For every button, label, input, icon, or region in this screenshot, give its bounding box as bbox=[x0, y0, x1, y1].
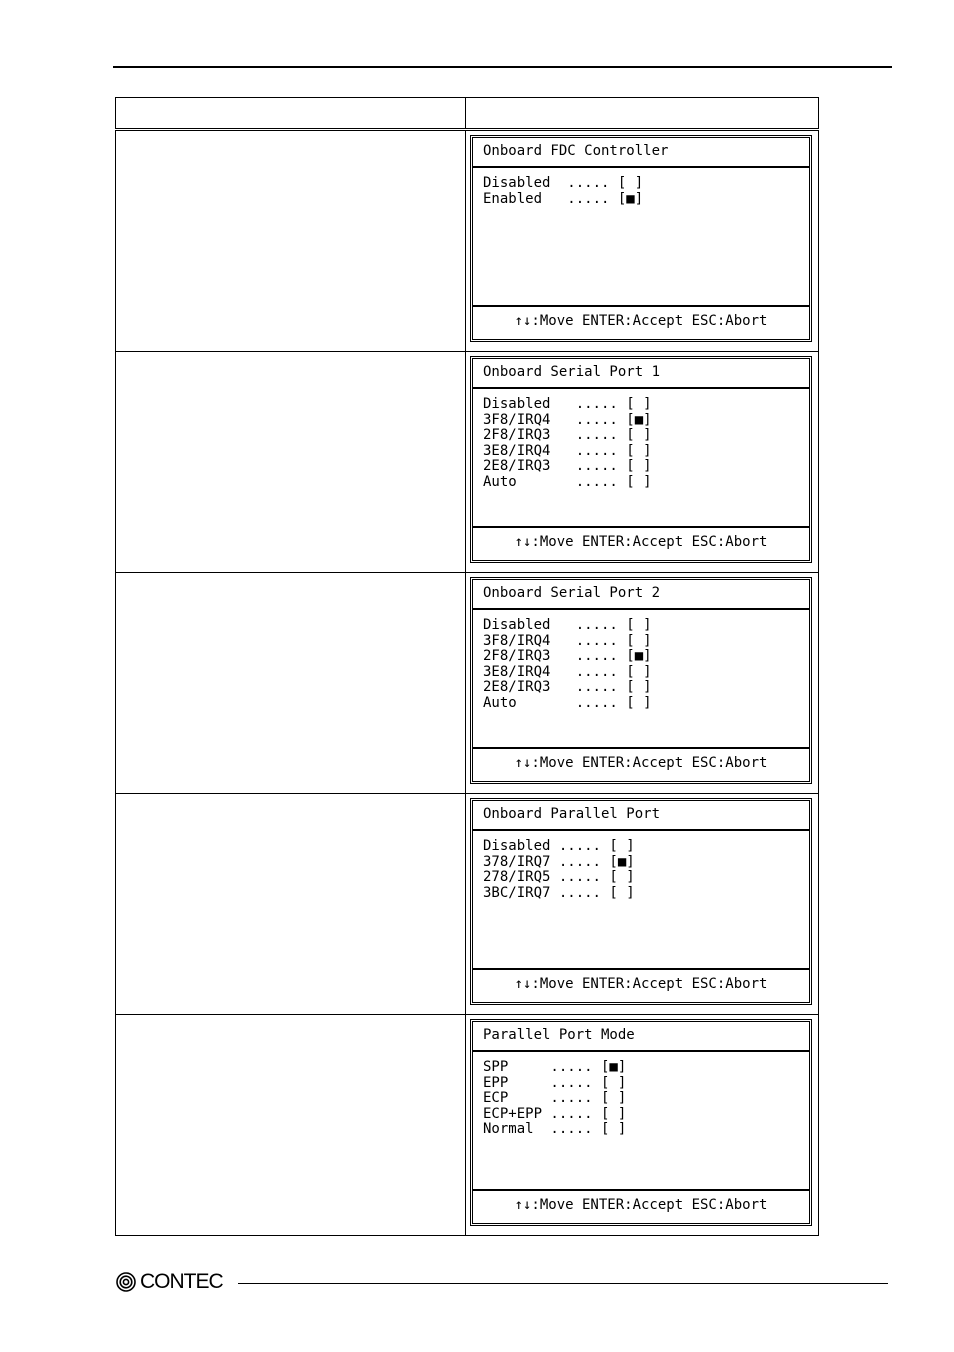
dialog-help-text: ↑↓:Move ENTER:Accept ESC:Abort bbox=[514, 1197, 768, 1213]
option-leader-dots: ..... bbox=[575, 663, 618, 680]
option-item[interactable] bbox=[483, 176, 643, 192]
dialog-help-text: ↑↓:Move ENTER:Accept ESC:Abort bbox=[514, 313, 768, 329]
option-item[interactable] bbox=[483, 839, 635, 855]
option-leader-dots: ..... bbox=[575, 694, 618, 711]
option-list bbox=[483, 1060, 626, 1138]
option-checkbox[interactable]: [ ] bbox=[626, 427, 652, 443]
option-checkbox[interactable]: [ ] bbox=[600, 1074, 627, 1091]
option-leader-dots: ..... bbox=[550, 1074, 593, 1091]
option-item[interactable] bbox=[483, 192, 643, 208]
option-label: SPP bbox=[483, 1059, 509, 1075]
table-row bbox=[116, 352, 819, 573]
option-label: Disabled bbox=[483, 175, 551, 191]
option-label: 3F8/IRQ4 bbox=[483, 411, 551, 428]
dialog-title-divider bbox=[473, 387, 809, 389]
screen-cell bbox=[466, 573, 819, 794]
option-leader-dots: ..... bbox=[558, 884, 601, 901]
bios-setup-dialog bbox=[470, 577, 812, 784]
screen-cell bbox=[466, 794, 819, 1015]
option-leader-dots: ..... bbox=[575, 442, 618, 459]
option-label: 2F8/IRQ3 bbox=[483, 648, 551, 664]
option-label: Auto bbox=[483, 473, 517, 490]
dialog-help-divider bbox=[473, 1189, 809, 1191]
table-row bbox=[116, 130, 819, 352]
option-leader-dots: ..... bbox=[558, 853, 601, 870]
description-cell bbox=[116, 573, 466, 794]
option-item[interactable] bbox=[483, 428, 652, 444]
option-leader-dots: ..... bbox=[567, 175, 610, 191]
option-item[interactable] bbox=[483, 1122, 626, 1138]
table-header-row bbox=[116, 98, 819, 130]
option-checkbox[interactable]: [ ] bbox=[626, 663, 652, 680]
option-checkbox[interactable]: [■] bbox=[609, 853, 635, 870]
option-checkbox[interactable]: [ ] bbox=[609, 884, 635, 901]
option-label: 3BC/IRQ7 bbox=[483, 884, 551, 901]
dialog-help-text: ↑↓:Move ENTER:Accept ESC:Abort bbox=[514, 755, 768, 771]
bios-setup-dialog bbox=[470, 356, 812, 563]
dialog-title-divider bbox=[473, 829, 809, 831]
option-item[interactable] bbox=[483, 665, 652, 681]
option-checkbox[interactable]: [ ] bbox=[609, 869, 635, 885]
option-label: Disabled bbox=[483, 617, 551, 633]
option-item[interactable] bbox=[483, 696, 652, 712]
dialog-title: Onboard Parallel Port bbox=[483, 806, 661, 822]
option-label: 2F8/IRQ3 bbox=[483, 427, 551, 443]
option-checkbox[interactable]: [ ] bbox=[600, 1090, 627, 1106]
option-checkbox[interactable]: [ ] bbox=[626, 679, 652, 695]
option-item[interactable] bbox=[483, 855, 635, 871]
option-label: ECP bbox=[483, 1090, 509, 1106]
dialog-title: Onboard FDC Controller bbox=[483, 143, 669, 159]
option-label: Auto bbox=[483, 694, 517, 711]
settings-table bbox=[115, 97, 819, 1236]
dialog-help-divider bbox=[473, 526, 809, 528]
description-cell bbox=[116, 1015, 466, 1236]
option-item[interactable] bbox=[483, 680, 652, 696]
option-list bbox=[483, 176, 643, 207]
table-row bbox=[116, 573, 819, 794]
option-leader-dots: ..... bbox=[558, 838, 601, 854]
option-label: 2E8/IRQ3 bbox=[483, 458, 551, 474]
dialog-help-divider bbox=[473, 968, 809, 970]
header-rule bbox=[113, 66, 892, 68]
header-cell-screen bbox=[466, 98, 819, 130]
description-cell bbox=[116, 352, 466, 573]
option-label: 3E8/IRQ4 bbox=[483, 442, 551, 459]
option-checkbox[interactable]: [ ] bbox=[626, 632, 652, 649]
screen-cell bbox=[466, 1015, 819, 1236]
option-checkbox[interactable]: [ ] bbox=[600, 1105, 627, 1122]
contec-logo-icon bbox=[116, 1272, 136, 1292]
option-label: ECP+EPP bbox=[483, 1105, 543, 1122]
option-label: 2E8/IRQ3 bbox=[483, 679, 551, 695]
bios-setup-dialog bbox=[470, 1019, 812, 1226]
option-item[interactable] bbox=[483, 1076, 626, 1092]
dialog-help-divider bbox=[473, 747, 809, 749]
option-item[interactable] bbox=[483, 475, 652, 491]
option-leader-dots: ..... bbox=[575, 473, 618, 490]
option-checkbox[interactable]: [■] bbox=[600, 1059, 627, 1075]
option-item[interactable] bbox=[483, 634, 652, 650]
option-leader-dots: ..... bbox=[575, 411, 618, 428]
option-item[interactable] bbox=[483, 1060, 626, 1076]
footer-rule bbox=[238, 1283, 888, 1284]
option-leader-dots: ..... bbox=[558, 869, 601, 885]
dialog-title-divider bbox=[473, 166, 809, 168]
option-leader-dots: ..... bbox=[575, 679, 618, 695]
option-list bbox=[483, 397, 652, 490]
option-checkbox[interactable]: [ ] bbox=[626, 473, 652, 490]
bios-setup-dialog bbox=[470, 135, 812, 342]
dialog-help-text: ↑↓:Move ENTER:Accept ESC:Abort bbox=[514, 534, 768, 550]
table-row bbox=[116, 1015, 819, 1236]
option-leader-dots: ..... bbox=[550, 1090, 593, 1106]
option-leader-dots: ..... bbox=[567, 190, 610, 207]
option-checkbox[interactable]: [ ] bbox=[626, 442, 652, 459]
option-label: Enabled bbox=[483, 190, 543, 207]
dialog-title-divider bbox=[473, 608, 809, 610]
option-label: EPP bbox=[483, 1074, 509, 1091]
option-leader-dots: ..... bbox=[575, 427, 618, 443]
dialog-title: Onboard Serial Port 1 bbox=[483, 364, 661, 380]
option-leader-dots: ..... bbox=[550, 1105, 593, 1122]
option-checkbox[interactable]: [■] bbox=[626, 411, 652, 428]
option-label: Disabled bbox=[483, 838, 551, 854]
option-leader-dots: ..... bbox=[550, 1121, 593, 1137]
option-item[interactable] bbox=[483, 1107, 626, 1123]
option-list bbox=[483, 618, 652, 711]
header-cell-description bbox=[116, 98, 466, 130]
option-leader-dots: ..... bbox=[575, 617, 618, 633]
option-item[interactable] bbox=[483, 444, 652, 460]
option-leader-dots: ..... bbox=[575, 648, 618, 664]
option-checkbox[interactable]: [■] bbox=[617, 190, 644, 207]
dialog-help-text: ↑↓:Move ENTER:Accept ESC:Abort bbox=[514, 976, 768, 992]
option-item[interactable] bbox=[483, 459, 652, 475]
option-item[interactable] bbox=[483, 618, 652, 634]
dialog-title-divider bbox=[473, 1050, 809, 1052]
option-item[interactable] bbox=[483, 870, 635, 886]
description-cell bbox=[116, 794, 466, 1015]
option-checkbox[interactable]: [ ] bbox=[600, 1121, 627, 1137]
option-label: 278/IRQ5 bbox=[483, 869, 551, 885]
dialog-title: Parallel Port Mode bbox=[483, 1027, 635, 1043]
option-leader-dots: ..... bbox=[575, 396, 618, 412]
option-label: 3F8/IRQ4 bbox=[483, 632, 551, 649]
option-item[interactable] bbox=[483, 1091, 626, 1107]
option-label: Normal bbox=[483, 1121, 534, 1137]
option-checkbox[interactable]: [ ] bbox=[626, 694, 652, 711]
table-row bbox=[116, 794, 819, 1015]
option-checkbox[interactable]: [ ] bbox=[609, 838, 635, 854]
option-leader-dots: ..... bbox=[575, 632, 618, 649]
option-checkbox[interactable]: [ ] bbox=[626, 617, 652, 633]
option-item[interactable] bbox=[483, 649, 652, 665]
option-label: 3E8/IRQ4 bbox=[483, 663, 551, 680]
description-cell bbox=[116, 130, 466, 352]
bios-setup-dialog bbox=[470, 798, 812, 1005]
option-list bbox=[483, 839, 635, 901]
option-leader-dots: ..... bbox=[575, 458, 618, 474]
option-label: Disabled bbox=[483, 396, 551, 412]
option-item[interactable] bbox=[483, 413, 652, 429]
brand-name: CONTEC bbox=[140, 1270, 223, 1293]
screen-cell bbox=[466, 352, 819, 573]
option-label: 378/IRQ7 bbox=[483, 853, 551, 870]
option-checkbox[interactable]: [■] bbox=[626, 648, 652, 664]
option-checkbox[interactable]: [ ] bbox=[626, 396, 652, 412]
dialog-title: Onboard Serial Port 2 bbox=[483, 585, 661, 601]
option-item[interactable] bbox=[483, 397, 652, 413]
dialog-help-divider bbox=[473, 305, 809, 307]
screen-cell bbox=[466, 130, 819, 352]
option-checkbox[interactable]: [ ] bbox=[626, 458, 652, 474]
option-checkbox[interactable]: [ ] bbox=[617, 175, 644, 191]
option-item[interactable] bbox=[483, 886, 635, 902]
option-leader-dots: ..... bbox=[550, 1059, 593, 1075]
